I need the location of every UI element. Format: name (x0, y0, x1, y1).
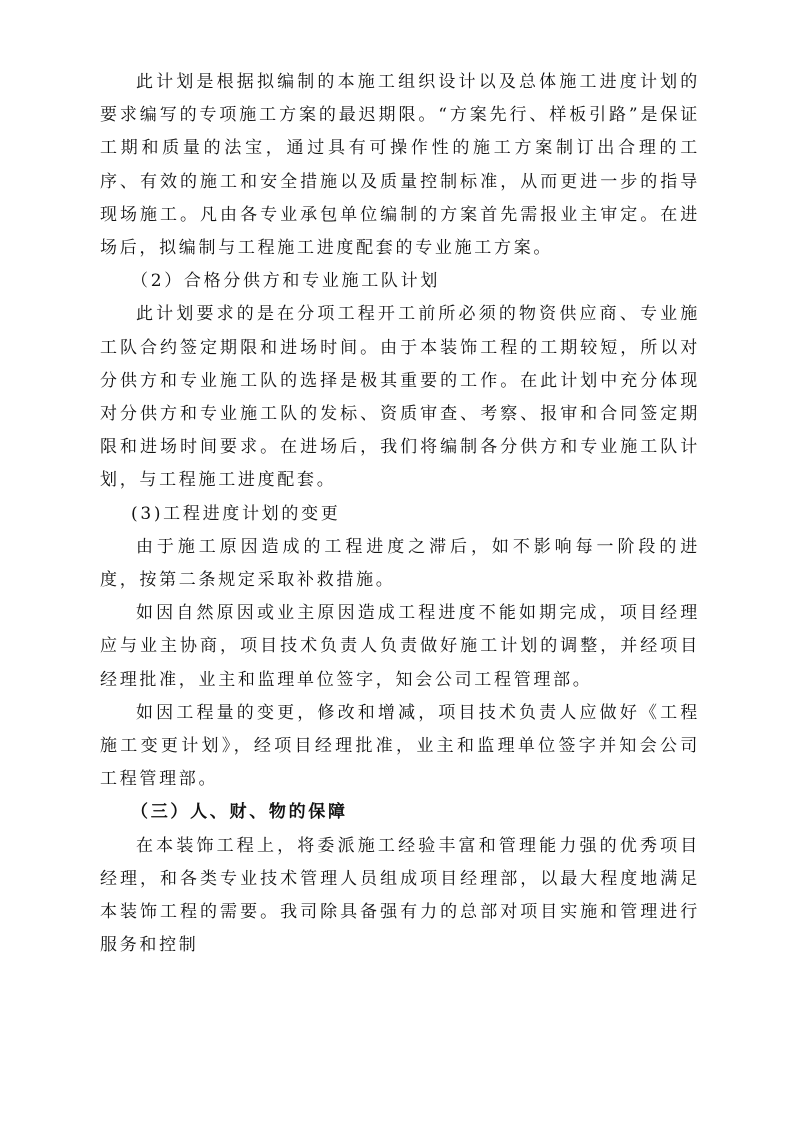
heading-schedule-change: (3)工程进度计划的变更 (131, 503, 341, 524)
paragraph-plan-basis: 此计划是根据拟编制的本施工组织设计以及总体施工进度计划的要求编写的专项施工方案的最迟期限。“方案先行、样板引路”是保证工期和质量的法宝，通过具有可操作性的施工方案制订出合理的工序、有效的施工和安全措施以及质量控制标准，从而更进一步的指导现场施工。凡由各专业承包单位编制的方案首先需报业主审定。在进场后，拟编制与工程施工进度配套的专业施工方案。 (100, 72, 700, 259)
paragraph-subcontractor-plan: 此计划要求的是在分项工程开工前所必须的物资供应商、专业施工队合约签定期限和进场时间。由于本装饰工程的工期较短，所以对分供方和专业施工队的选择是极其重要的工作。在此计划中充分体现对分供方和专业施工队的发标、资质审查、考察、报审和合同签定期限和进场时间要求。在进场后，我们将编制各分供方和专业施工队计划，与工程施工进度配套。 (100, 304, 700, 491)
heading-resource-guarantee: （三）人、财、物的保障 (131, 802, 348, 823)
paragraph-quantity-change: 如因工程量的变更，修改和增减，项目技术负责人应做好《工程施工变更计划》，经项目经理批准，业主和监理单位签字并知会公司工程管理部。 (100, 702, 700, 790)
paragraph-delay-remedy: 由于施工原因造成的工程进度之滞后，如不影响每一阶段的进度，按第二条规定采取补救措施。 (100, 536, 700, 591)
paragraph-natural-causes: 如因自然原因或业主原因造成工程进度不能如期完成，项目经理应与业主协商，项目技术负责人负责做好施工计划的调整，并经项目经理批准，业主和监理单位签字，知会公司工程管理部。 (100, 603, 700, 690)
heading-subcontractor-plan: （2）合格分供方和专业施工队计划 (131, 271, 441, 292)
paragraph-resource-guarantee: 在本装饰工程上，将委派施工经验丰富和管理能力强的优秀项目经理，和各类专业技术管理人员组成项目经理部，以最大程度地满足本装饰工程的需要。我司除具备强有力的总部对项目实施和管理进行服务和控制 (100, 835, 700, 956)
document-body (100, 66, 700, 962)
